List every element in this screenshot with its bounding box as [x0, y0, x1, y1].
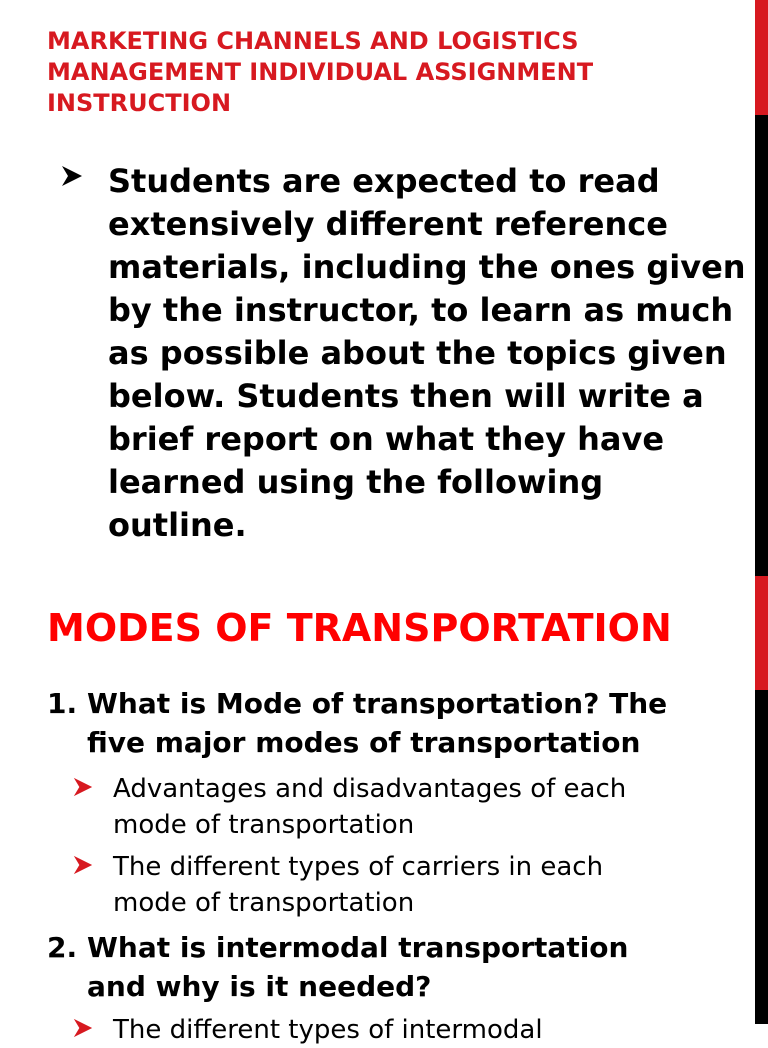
subpoint-text: Advantages and disadvantages of each mode of transportation — [113, 774, 627, 840]
arrow-bullet-icon — [60, 164, 84, 188]
question-number: 2. — [47, 931, 78, 964]
intro-text: Students are expected to read extensively different reference materials, including the ones given by the instructor, to learn as much as possible about the topics given below. Students then will write a brief report on what they have learned using the following outline. — [108, 162, 746, 544]
right-edge-bar — [755, 0, 768, 1024]
subpoint-text: The different types of intermodal — [113, 1015, 543, 1045]
question-text: What is Mode of transportation? The five major modes of transportation — [87, 687, 668, 759]
question-text: What is intermodal transportation and why is it needed? — [87, 931, 629, 1003]
slide-title: MARKETING CHANNELS AND LOGISTICS MANAGEMENT INDIVIDUAL ASSIGNMENT INSTRUCTION — [47, 27, 594, 117]
section-heading: MODES OF TRANSPORTATION — [47, 606, 672, 650]
subpoint-text: The different types of carriers in each mode of transportation — [113, 852, 604, 918]
right-edge-accent-top — [755, 0, 768, 115]
arrow-bullet-icon — [72, 854, 94, 876]
arrow-bullet-icon — [72, 776, 94, 798]
right-edge-accent-middle — [755, 576, 768, 690]
question-number: 1. — [47, 687, 78, 720]
arrow-bullet-icon — [72, 1017, 94, 1039]
